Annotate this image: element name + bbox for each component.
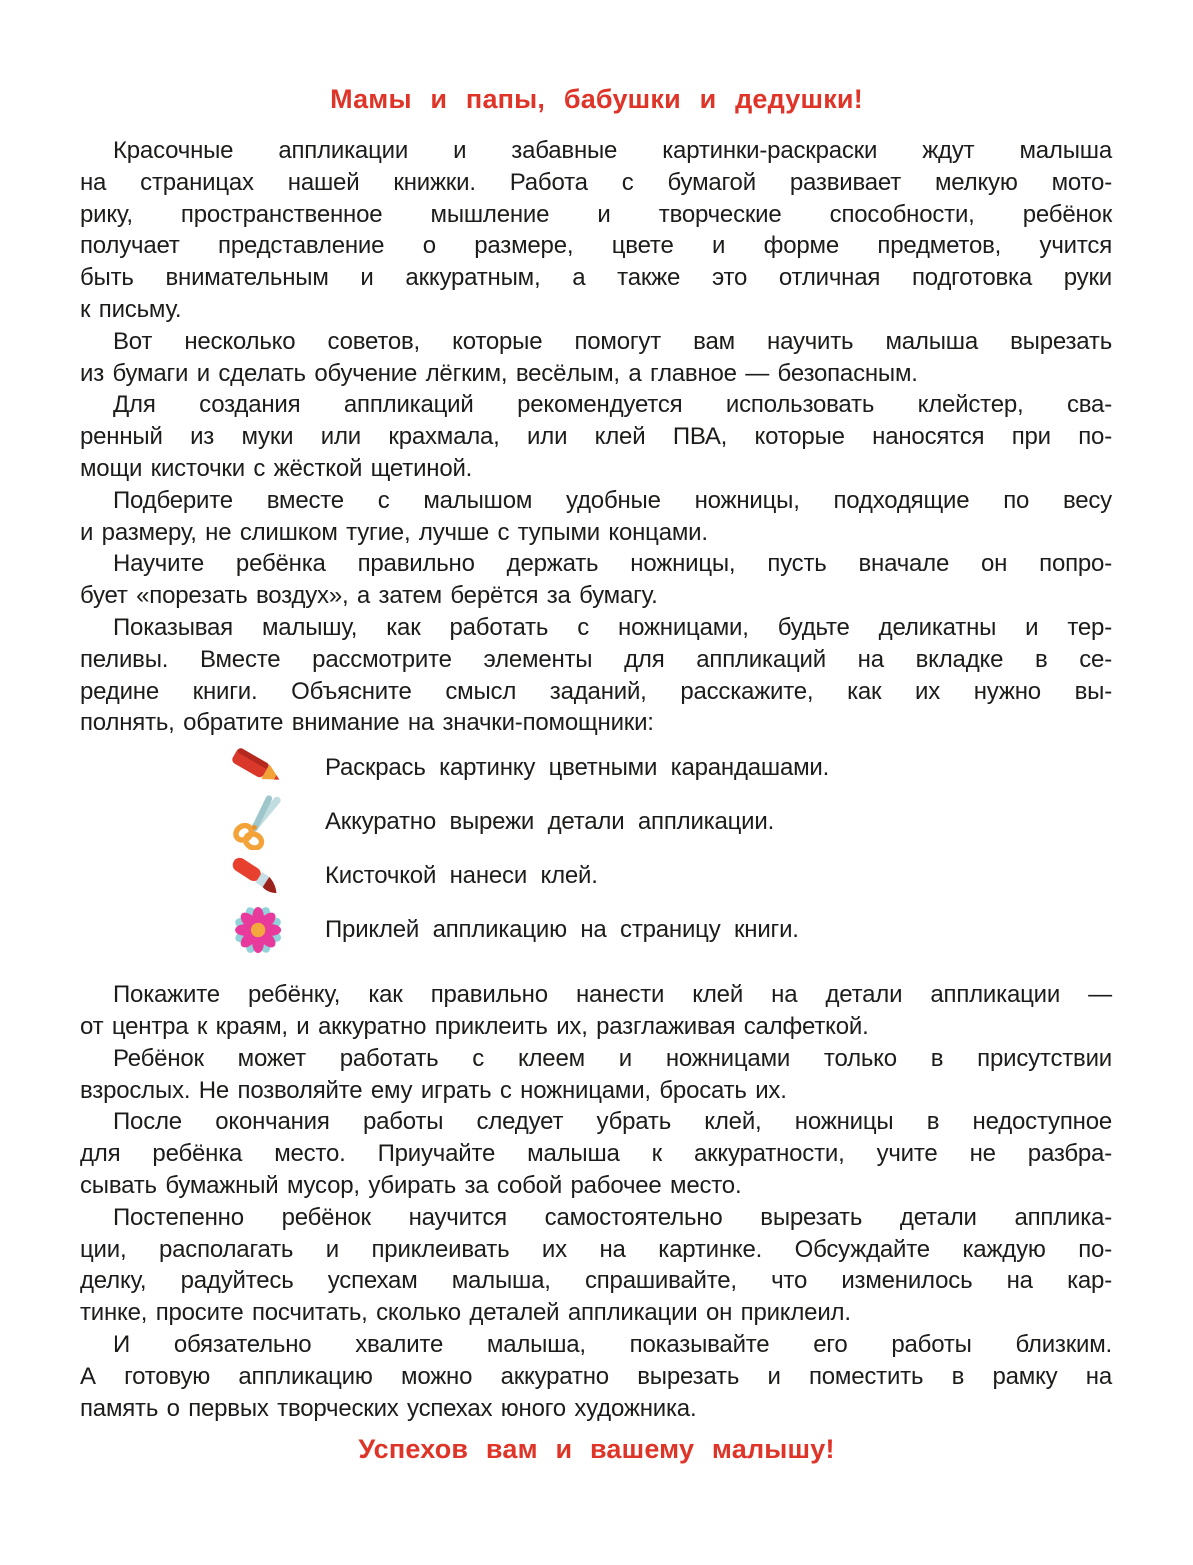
paragraph <box>80 389 1112 484</box>
text-line: быть внимательным и аккуратным, а также это отличная подготовка руки <box>80 264 1112 292</box>
icon-item-label: Раскрась картинку цветными карандашами. <box>325 754 830 782</box>
icon-item-label: Аккуратно вырежи детали аппликации. <box>325 808 775 836</box>
scissors-icon <box>230 794 325 850</box>
text-line: Показывая малышу, как работать с ножницами, будьте деликатны и тер- <box>113 613 1112 641</box>
text-line: ции, располагать и приклеивать их на картинке. Обсуждайте каждую по- <box>80 1235 1112 1263</box>
text-line: Постепенно ребёнок научится самостоятельно вырезать детали апплика- <box>113 1203 1112 1231</box>
paragraph <box>80 1043 1112 1107</box>
paragraph <box>80 1202 1112 1329</box>
outro-paragraphs <box>80 979 1112 1424</box>
icon-item-label: Кисточкой нанеси клей. <box>325 862 598 890</box>
icon-item-label: Приклей аппликацию на страницу книги. <box>325 916 799 944</box>
text-line: на страницах нашей книжки. Работа с бумагой развивает мелкую мото- <box>80 168 1112 196</box>
text-line: И обязательно хвалите малыша, показывайте его работы близким. <box>113 1330 1112 1358</box>
text-line: для ребёнка место. Приучайте малыша к аккуратности, учите не разбра- <box>80 1140 1112 1168</box>
text-line: бует «порезать воздух», а затем берётся за бумагу. <box>80 582 658 610</box>
paragraph <box>80 612 1112 739</box>
text-line: полнять, обратите внимание на значки-помощники: <box>80 709 654 737</box>
text-line: ренный из муки или крахмала, или клей ПВА, которые наносятся при по- <box>80 423 1112 451</box>
paragraph <box>80 1329 1112 1424</box>
text-line: сывать бумажный мусор, убирать за собой рабочее место. <box>80 1171 742 1199</box>
page-heading: Мамы и папы, бабушки и дедушки! <box>330 84 863 114</box>
paragraph <box>80 1106 1112 1201</box>
text-line: получает представление о размере, цвете и форме предметов, учится <box>80 232 1112 260</box>
text-line: из бумаги и сделать обучение лёгким, весёлым, а главное — безопасным. <box>80 359 918 387</box>
paragraph <box>80 135 1112 326</box>
text-line: Вот несколько советов, которые помогут вам научить малыша вырезать <box>113 327 1112 355</box>
text-line: взрослых. Не позволяйте ему играть с ножницами, бросать их. <box>80 1076 787 1104</box>
flower-icon <box>230 902 325 958</box>
icon-list-item <box>230 741 1112 795</box>
text-line: пеливы. Вместе рассмотрите элементы для аппликаций на вкладке в се- <box>80 645 1112 673</box>
text-line: редине книги. Объясните смысл заданий, расскажите, как их нужно вы- <box>80 677 1112 705</box>
icon-list-item <box>230 903 1112 957</box>
helper-icons-list <box>230 741 1112 958</box>
text-line: После окончания работы следует убрать клей, ножницы в недоступное <box>113 1108 1112 1136</box>
text-line: от центра к краям, и аккуратно приклеить их, разглаживая салфеткой. <box>80 1012 869 1040</box>
text-line: Красочные аппликации и забавные картинки-раскраски ждут малыша <box>113 137 1112 164</box>
text-line: А готовую аппликацию можно аккуратно вырезать и поместить в рамку на <box>80 1362 1112 1390</box>
text-line: тинке, просите посчитать, сколько деталей аппликации он приклеил. <box>80 1299 851 1327</box>
page-footer: Успехов вам и вашему малышу! <box>358 1434 835 1465</box>
text-line: и размеру, не слишком тугие, лучше с тупыми концами. <box>80 518 708 546</box>
text-line: Научите ребёнка правильно держать ножницы, пусть вначале он попро- <box>113 550 1112 578</box>
text-line: мощи кисточки с жёсткой щетиной. <box>80 454 473 482</box>
paragraph <box>80 326 1112 390</box>
paragraph <box>80 979 1112 1043</box>
text-line: делку, радуйтесь успехам малыша, спрашивайте, что изменилось на кар- <box>80 1267 1112 1295</box>
paragraph <box>80 548 1112 612</box>
text-line: Для создания аппликаций рекомендуется использовать клейстер, сва- <box>113 391 1112 419</box>
intro-paragraphs <box>80 135 1112 739</box>
text-line: к письму. <box>80 295 182 323</box>
pencil-icon <box>230 740 325 796</box>
text-line: рику, пространственное мышление и творческие способности, ребёнок <box>80 200 1112 228</box>
icon-list-item <box>230 849 1112 903</box>
text-line: Подберите вместе с малышом удобные ножницы, подходящие по весу <box>113 486 1112 514</box>
brush-icon <box>230 848 325 904</box>
text-line: Ребёнок может работать с клеем и ножницами только в присутствии <box>113 1044 1112 1072</box>
paragraph <box>80 485 1112 549</box>
text-line: Покажите ребёнку, как правильно нанести клей на детали аппликации — <box>113 981 1112 1009</box>
icon-list-item <box>230 795 1112 849</box>
text-line: память о первых творческих успехах юного художника. <box>80 1394 697 1422</box>
